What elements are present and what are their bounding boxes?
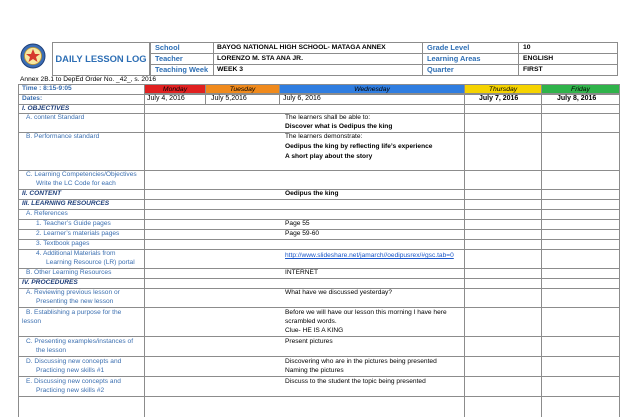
additional-label-line2: Learning Resource (LR) portal [46, 259, 135, 266]
learners-materials-value: Page 59-60 [285, 230, 320, 237]
reviewing-label-line1: A. Reviewing previous lesson or [26, 289, 120, 296]
other-resources-value: INTERNET [285, 269, 318, 276]
section-content: II. CONTENT [22, 190, 62, 197]
performance-standard-line2: Oedipus the king by reflecting life’s experience [285, 143, 433, 150]
examples-label-line2: the lesson [36, 347, 67, 354]
performance-standard-line1: The learners demonstrate: [285, 133, 363, 140]
grid-row-rule [18, 356, 620, 357]
teaching-week-label-cell [150, 64, 214, 76]
annex-note: Annex 2B.1 to DepEd Order No. _42_, s. 2016 [20, 76, 156, 83]
learning-areas-value: ENGLISH [523, 55, 554, 62]
day-header-monday [144, 84, 206, 94]
day-header-thursday [464, 84, 542, 94]
teacher-value: LORENZO M. STA ANA JR. [217, 55, 303, 62]
date-thursday: July 7, 2016 [479, 95, 519, 102]
additional-label-line1: 4. Additional Materials from [36, 250, 116, 257]
purpose-value-line2: scrambled words. [285, 318, 337, 325]
learning-areas-label: Learning Areas [427, 54, 481, 63]
day-label-thursday: Thursday [488, 86, 518, 93]
examples-label-line1: C. Presenting examples/instances of [26, 338, 134, 345]
day-header-friday [541, 84, 620, 94]
other-resources-label: B. Other Learning Resources [26, 269, 112, 276]
date-tuesday: July 5,2016 [211, 95, 247, 102]
day-header-wednesday [279, 84, 465, 94]
purpose-value-line3: Clue- HE IS A KING [285, 327, 344, 334]
date-monday: July 4, 2016 [147, 95, 185, 102]
wed-right-divider [464, 84, 465, 417]
reviewing-label-line2: Presenting the new lesson [36, 298, 114, 305]
school-value: BAYOG NATIONAL HIGH SCHOOL- MATAGA ANNEX [217, 44, 386, 51]
teaching-week-label: Teaching Week [155, 65, 209, 74]
teacher-label: Teacher [155, 54, 183, 63]
dates-label: Dates: [22, 95, 43, 102]
section-learning-resources: III. LEARNING RESOURCES [22, 200, 110, 207]
examples-value: Present pictures [285, 338, 333, 345]
quarter-value: FIRST [523, 66, 543, 73]
grid-row-rule [18, 307, 620, 308]
discussing1-label-line2: Practicing new skills #1 [36, 367, 105, 374]
discussing2-label-line2: Practicing new skills #2 [36, 387, 105, 394]
date-friday: July 8, 2016 [557, 95, 597, 102]
grade-level-value: 10 [523, 44, 531, 51]
day-label-friday: Friday [571, 86, 590, 93]
grid-row-rule [18, 278, 620, 279]
teaching-week-value-cell [213, 64, 423, 76]
additional-materials-link[interactable]: http://www.slideshare.net/jamarch//oedipusrex/#gsc.tab=0 [285, 252, 454, 259]
day-label-tuesday: Tuesday [229, 86, 256, 93]
discussing1-label-line1: D. Discussing new concepts and [26, 358, 122, 365]
grid-row-rule [18, 239, 620, 240]
content-standard-line1: The learners shall be able to: [285, 114, 371, 121]
grid-row-rule [18, 376, 620, 377]
textbook-label: 3. Textbook pages [36, 240, 90, 247]
performance-standard-label: B. Performance standard [26, 133, 100, 140]
quarter-label: Quarter [427, 65, 454, 74]
label-column-divider [144, 84, 145, 417]
page-title: DAILY LESSON LOG [55, 53, 147, 64]
time-label: Time : 8:15-9:05 [22, 85, 72, 92]
school-label: School [155, 43, 180, 52]
day-label-monday: Monday [162, 86, 188, 93]
section-objectives: I. OBJECTIVES [22, 105, 70, 112]
grid-row-rule [18, 209, 620, 210]
content-standard-line2: Discover what is Oedipus the king [285, 123, 393, 130]
discussing2-value: Discuss to the student the topic being presented [285, 378, 426, 385]
purpose-label-line1: B. Establishing a purpose for the [26, 309, 122, 316]
section-procedures: IV. PROCEDURES [22, 279, 78, 286]
performance-standard-line3: A short play about the story [285, 153, 373, 160]
date-wednesday: July 6, 2016 [283, 95, 321, 102]
grade-level-label: Grade Level [427, 43, 470, 52]
day-label-wednesday: Wednesday [354, 86, 390, 93]
teachers-guide-label: 1. Teacher’s Guide pages [36, 220, 111, 227]
competencies-label-line1: C. Learning Competencies/Objectives [26, 171, 137, 178]
quarter-label-cell [422, 64, 519, 76]
grid-row-rule [18, 336, 620, 337]
quarter-value-cell [518, 64, 618, 76]
grid-row-rule [18, 104, 620, 105]
grid-row-rule [18, 396, 620, 397]
teachers-guide-value: Page 55 [285, 220, 310, 227]
references-label: A. References [26, 210, 68, 217]
purpose-label-line2: lesson [22, 318, 42, 325]
content-value: Oedipus the king [285, 190, 339, 197]
title-cell [52, 42, 150, 76]
learners-materials-label: 2. Learner’s materials pages [36, 230, 120, 237]
discussing1-value-line1: Discovering who are in the pictures being presented [285, 358, 437, 365]
teaching-week-value: WEEK 3 [217, 66, 244, 73]
content-standard-label: A. content Standard [26, 114, 85, 121]
competencies-label-line2: Write the LC Code for each [36, 180, 116, 187]
discussing2-label-line1: E. Discussing new concepts and [26, 378, 121, 385]
day-header-tuesday [205, 84, 280, 94]
purpose-value-line1: Before we will have our lesson this morning I have here [285, 309, 447, 316]
reviewing-value: What have we discussed yesterday? [285, 289, 393, 296]
deped-seal-icon [20, 43, 46, 69]
thu-right-divider [541, 84, 542, 417]
discussing1-value-line2: Naming the pictures [285, 367, 344, 374]
